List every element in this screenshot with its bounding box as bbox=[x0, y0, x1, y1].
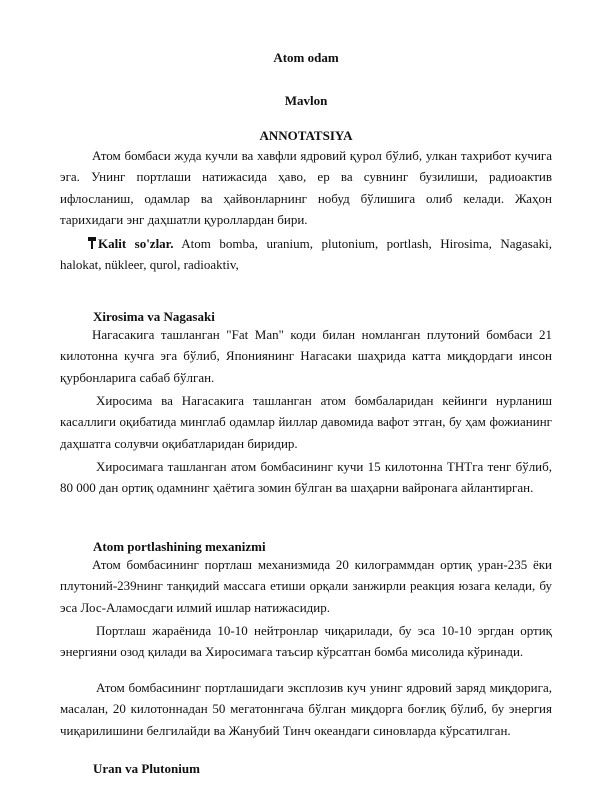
document-title: Atom odam bbox=[273, 50, 339, 65]
annotation-heading-text: ANNOTATSIYA bbox=[259, 128, 353, 143]
section-heading-hiroshima: Xirosima va Nagasaki bbox=[93, 309, 215, 324]
keywords-text: Atom bomba, uranium, plutonium, portlash, Hirosima, Nagasaki, halokat, nükleer, qurol, radioaktiv, bbox=[60, 236, 552, 273]
section-heading-uranium: Uran va Plutonium bbox=[93, 761, 200, 776]
paragraph: Портлаш жараёнида 10-10 нейтронлар чиқарилади, бу эса 10-10 эргдан ортиқ энергияни озод қилади ва Хиросимага таъсир кўрсатган бомба мисолида кўринади. bbox=[60, 623, 552, 660]
pushpin-icon bbox=[88, 237, 96, 249]
annotation-text: Атом бомбаси жуда кучли ва хавфли ядровий қурол бўлиб, улкан тахрибот кучига эга. Унинг портлаши натижасида ҳаво, ер ва сувнинг бузилиши, радиоактив ифлосланиш, одамлар ва ҳайвонларнинг нобуд бўлишига олиб келади. Жаҳон тарихидаги энг даҳшатли қуроллардан бири. bbox=[60, 148, 552, 227]
paragraph: Нагасакига ташланган "Fat Man" коди билан номланган плутоний бомбаси 21 килотонна кучга эга бўлиб, Япониянинг Нагасаки шаҳрида катта миқдордаги инсон қурбонларига сабаб бўлган. bbox=[60, 327, 552, 385]
section-heading-mechanism: Atom portlashining mexanizmi bbox=[93, 539, 266, 554]
paragraph: Атом бомбасининг портлашидаги эксплозив куч унинг ядровий заряд миқдорига, масалан, 20 килотоннадан 50 мегатоннгача бўлган миқдорга боғлиқ бўлиб, бу энергия чиқарилишини белгилайди ва Жанубий Тинч океандаги синовларда кўрсатилган. bbox=[60, 680, 552, 738]
keywords bbox=[60, 233, 552, 276]
keywords-label: Kalit so'zlar. bbox=[98, 236, 174, 251]
paragraph: Хиросимага ташланган атом бомбасининг кучи 15 килотонна ТНТга тенг бўлиб, 80 000 дан ортиқ одамнинг ҳаётига зомин бўлган ва шаҳарни вайронага айлантирган. bbox=[60, 459, 552, 496]
paragraph: Атом бомбасининг портлаш механизмида 20 килограммдан ортиқ уран-235 ёки плутоний-239нинг танқидий массага етиши орқали занжирли реакция юзага келади, бу эса Лос-Аламосдаги илмий ишлар натижасидир. bbox=[60, 557, 552, 615]
annotation-heading bbox=[0, 128, 612, 144]
document-author: Mavlon bbox=[284, 93, 328, 108]
paragraph: Хиросима ва Нагасакига ташланган атом бомбаларидан кейинги нурланиш касаллиги оқибатида минглаб одамлар йиллар давомида вафот этган, бу ҳам фожианинг даҳшатга солувчи оқибатларидан биридир. bbox=[60, 393, 552, 451]
